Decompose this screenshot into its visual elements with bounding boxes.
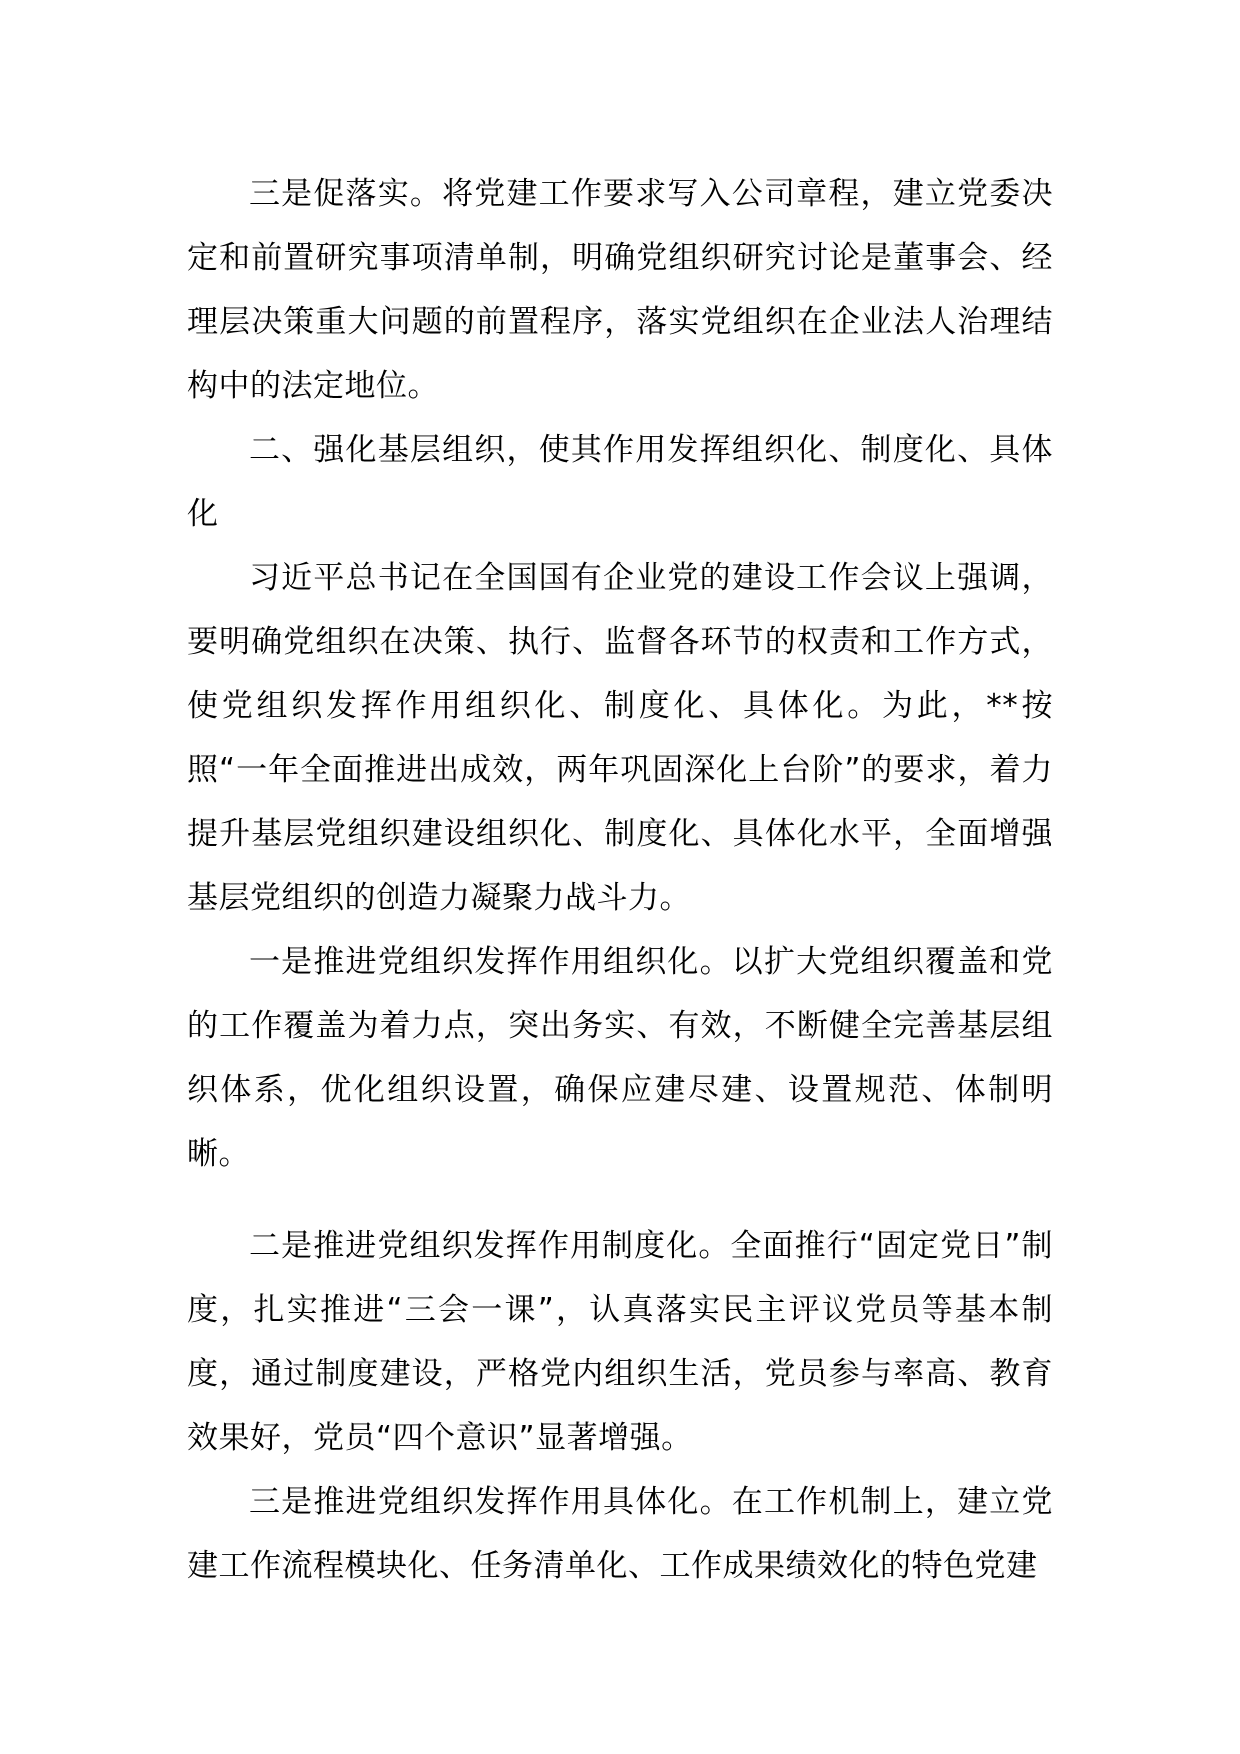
paragraph-organizational: 一是推进党组织发挥作用组织化。以扩大党组织覆盖和党的工作覆盖为着力点，突出务实、有效，不断健全完善基层组织体系，优化组织设置，确保应建尽建、设置规范、体制明晰。 [187,944,1053,1172]
paragraph-promote-implementation: 三是促落实。将党建工作要求写入公司章程，建立党委决定和前置研究事项清单制，明确党组织研究讨论是董事会、经理层决策重大问题的前置程序，落实党组织在企业法人治理结构中的法定地位。 [187,176,1053,404]
paragraph-concrete: 三是推进党组织发挥作用具体化。在工作机制上，建立党建工作流程模块化、任务清单化、工作成果绩效化的特色党建 [187,1484,1053,1584]
paragraph-general-secretary-remarks: 习近平总书记在全国国有企业党的建设工作会议上强调，要明确党组织在决策、执行、监督各环节的权责和工作方式，使党组织发挥作用组织化、制度化、具体化。为此，**按照“一年全面推进出成效，两年巩固深化上台阶”的要求，着力提升基层党组织建设组织化、制度化、具体化水平，全面增强基层党组织的创造力凝聚力战斗力。 [187,560,1053,916]
paragraph-institutional: 二是推进党组织发挥作用制度化。全面推行“固定党日”制度，扎实推进“三会一课”，认真落实民主评议党员等基本制度，通过制度建设，严格党内组织生活，党员参与率高、教育效果好，党员“四个意识”显著增强。 [187,1228,1053,1456]
paragraph-spacer [187,1186,1053,1214]
section-heading-strengthen-grassroots: 二、强化基层组织，使其作用发挥组织化、制度化、具体化 [187,432,1053,532]
document-body [187,162,1053,1598]
